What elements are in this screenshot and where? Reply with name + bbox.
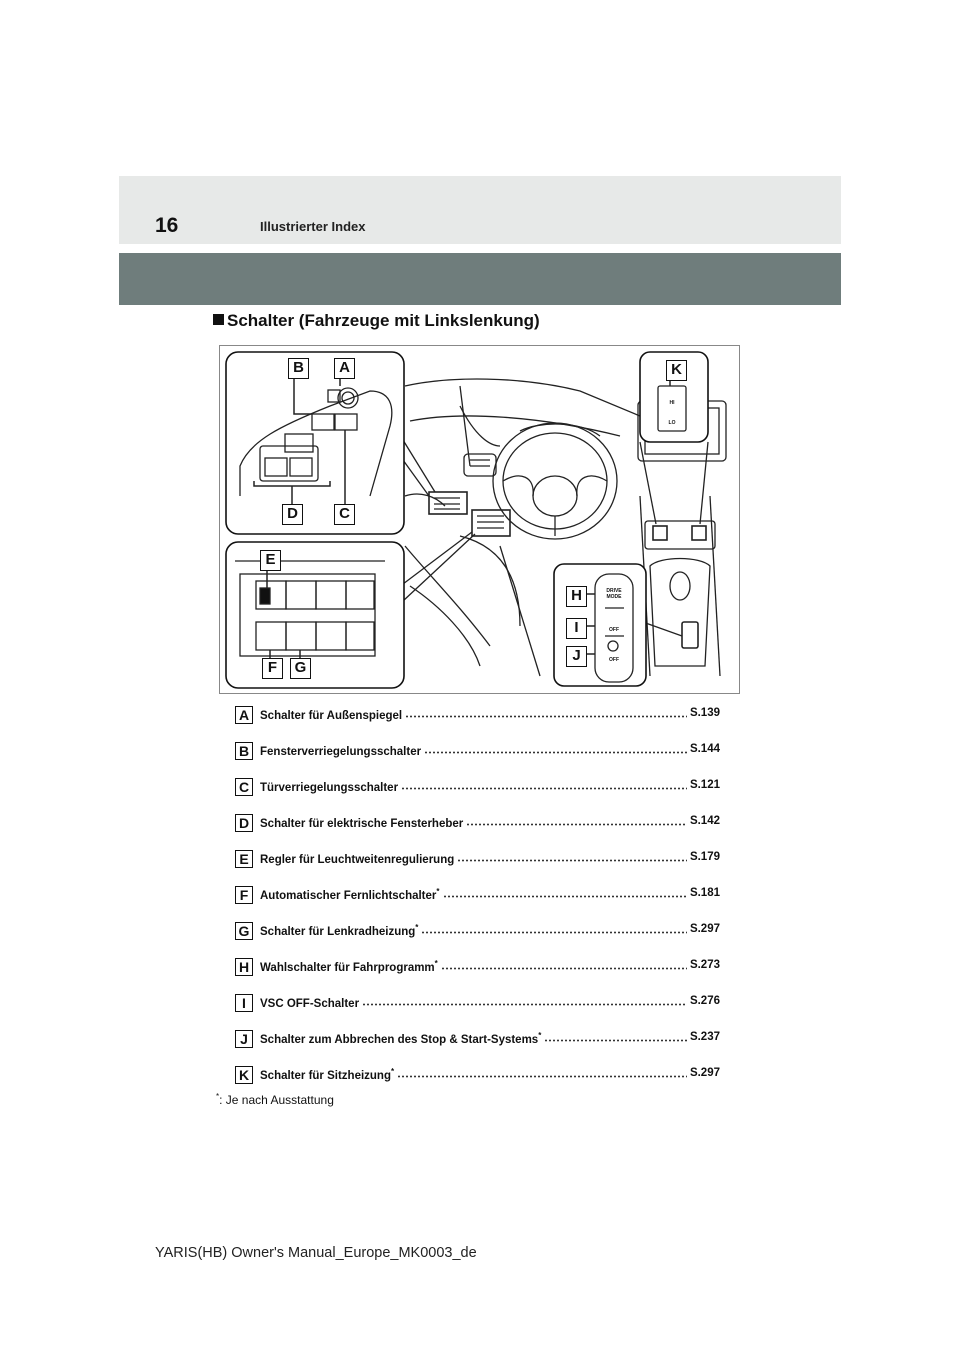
stop-start-off-label: OFF (609, 657, 619, 663)
leader-dots (457, 859, 687, 862)
list-item (235, 922, 720, 946)
page-reference[interactable]: S.297 (689, 1067, 720, 1079)
leader-dots (544, 1039, 687, 1042)
footnote (216, 1092, 334, 1107)
item-key: D (235, 814, 253, 832)
leader-dots (401, 787, 687, 790)
list-item (235, 778, 720, 802)
callout-f: F (262, 658, 283, 679)
switch-illustration (219, 345, 740, 694)
footnote-text: : Je nach Ausstattung (219, 1093, 334, 1107)
square-bullet-icon (213, 314, 224, 325)
leader-dots (443, 895, 687, 898)
callout-b: B (288, 358, 309, 379)
list-item (235, 706, 720, 730)
heading-text: Schalter (Fahrzeuge mit Linkslenkung) (227, 311, 540, 330)
item-label: VSC OFF-Schalter (260, 997, 360, 1010)
item-key: H (235, 958, 253, 976)
drive-mode-label-2: MODE (606, 594, 622, 600)
list-item (235, 1066, 720, 1090)
leader-dots (397, 1075, 687, 1078)
leader-dots (405, 715, 687, 718)
list-item (235, 1030, 720, 1054)
footnote-marker: * (216, 1092, 220, 1101)
page-number: 16 (155, 214, 179, 237)
callout-j: J (566, 646, 587, 667)
item-label: Schalter für Sitzheizung* (260, 1067, 395, 1082)
list-item (235, 814, 720, 838)
item-label: Schalter für Außenspiegel (260, 709, 403, 722)
section-title: Illustrierter Index (260, 219, 366, 234)
item-key: G (235, 922, 253, 940)
list-item (235, 850, 720, 874)
item-key: I (235, 994, 253, 1012)
page-reference[interactable]: S.181 (689, 887, 720, 899)
item-label: Schalter für Lenkradheizung* (260, 923, 419, 938)
item-label: Schalter für elektrische Fensterheber (260, 817, 464, 830)
vsc-off-label: OFF (609, 627, 619, 633)
callout-c: C (334, 504, 355, 525)
page-reference[interactable]: S.139 (689, 707, 720, 719)
callout-g: G (290, 658, 311, 679)
item-label: Wahlschalter für Fahrprogramm* (260, 959, 438, 974)
page-reference[interactable]: S.273 (689, 959, 720, 971)
leader-dots (441, 967, 687, 970)
callout-a: A (334, 358, 355, 379)
leader-dots (466, 823, 687, 826)
page-reference[interactable]: S.142 (689, 815, 720, 827)
leader-dots (362, 1003, 687, 1006)
header-band (119, 176, 841, 244)
item-label: Automatischer Fernlichtschalter* (260, 887, 440, 902)
leader-dots (424, 751, 687, 754)
list-item (235, 886, 720, 910)
footer: YARIS(HB) Owner's Manual_Europe_MK0003_de (155, 1245, 477, 1261)
page-reference[interactable]: S.121 (689, 779, 720, 791)
page-reference[interactable]: S.144 (689, 743, 720, 755)
page-reference[interactable]: S.276 (689, 995, 720, 1007)
drive-mode-label-1: DRIVE (606, 588, 622, 594)
item-key: B (235, 742, 253, 760)
list-item (235, 994, 720, 1018)
callout-d: D (282, 504, 303, 525)
page-reference[interactable]: S.237 (689, 1031, 720, 1043)
item-label: Fensterverriegelungsschalter (260, 745, 422, 758)
heading (213, 311, 540, 331)
list-item (235, 958, 720, 982)
item-key: C (235, 778, 253, 796)
seat-lo-label: LO (668, 420, 676, 426)
seat-hi-label: HI (669, 400, 675, 406)
callout-h: H (566, 586, 587, 607)
item-key: K (235, 1066, 253, 1084)
item-label: Türverriegelungsschalter (260, 781, 399, 794)
item-key: E (235, 850, 253, 868)
item-key: F (235, 886, 253, 904)
callout-i: I (566, 618, 587, 639)
page-reference[interactable]: S.179 (689, 851, 720, 863)
page-reference[interactable]: S.297 (689, 923, 720, 935)
callout-e: E (260, 550, 281, 571)
callout-k: K (666, 360, 687, 381)
title-bar (119, 253, 841, 305)
item-label: Regler für Leuchtweitenregulierung (260, 853, 455, 866)
item-key: J (235, 1030, 253, 1048)
list-item (235, 742, 720, 766)
leader-dots (421, 931, 687, 934)
item-label: Schalter zum Abbrechen des Stop & Start-Systems* (260, 1031, 542, 1046)
item-key: A (235, 706, 253, 724)
